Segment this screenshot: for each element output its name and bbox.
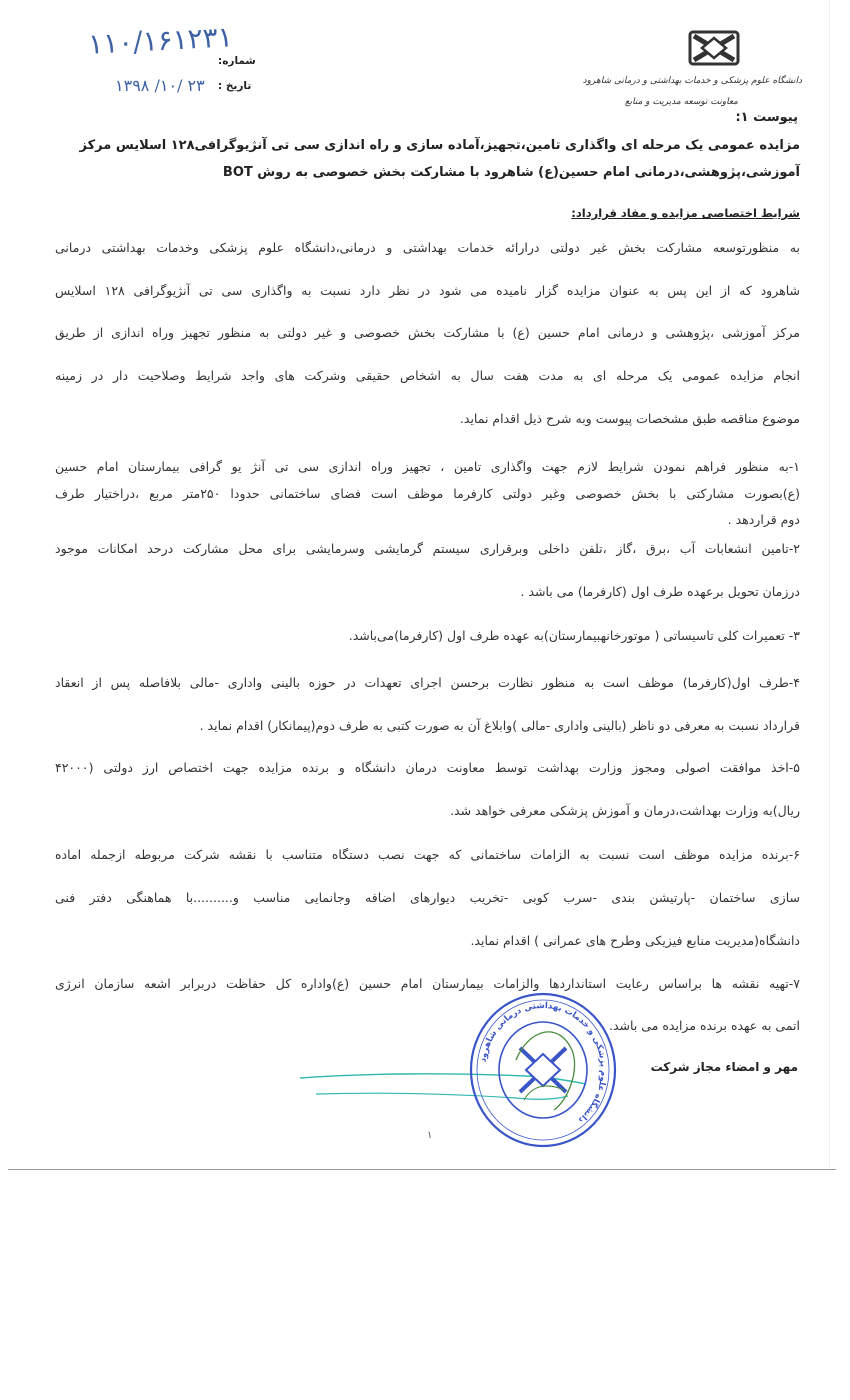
paragraph-line: مرکز آموزشی ،پژوهشی و درمانی امام حسین (ع) با مشارکت بخش خصوصی و غیر دولتی به منظور تجهیز وراه اندازی از طریق bbox=[55, 325, 800, 340]
official-stamp-icon bbox=[468, 990, 618, 1150]
scan-edge-bottom bbox=[8, 1169, 836, 1170]
clause-1-line: (ع)بصورت مشارکتی با بخش خصوصی وغیر دولتی کارفرما موظف است فضای ساختمانی حدودا ۲۵۰متر مربع ،دراختیار طرف bbox=[55, 486, 800, 501]
clause-7-line: ۷-تهیه نقشه ها براساس رعایت استانداردها والزامات بیمارستان امام حسین (ع)واداره کل حفاظت دربرابر اشعه سازمان انرژی bbox=[55, 976, 800, 991]
attachment-label: پیوست ۱: bbox=[735, 110, 798, 125]
clause-6-line: سازی ساختمان -پارتیشن بندی -سرب کوبی -تخریب دیوارهای اضافه وجانمایی مناسب و..........با هماهنگی دفتر فنی bbox=[55, 890, 800, 905]
signature-label: مهر و امضاء مجاز شرکت bbox=[650, 1060, 798, 1074]
clause-3-line: ۳- تعمیرات کلی تاسیساتی ( موتورخانهبیمارستان)به عهده طرف اول (کارفرما)می‌باشد. bbox=[348, 628, 800, 643]
number-label: شماره: bbox=[218, 55, 256, 67]
clause-1-line: دوم قراردهد . bbox=[727, 512, 800, 527]
scan-edge bbox=[829, 0, 830, 1170]
page-number: ۱ bbox=[427, 1130, 433, 1141]
clause-2-line: درزمان تحویل برعهده طرف اول (کارفرما) می باشد . bbox=[520, 584, 800, 599]
clause-4-line: ۴-طرف اول(کارفرما) موظف است به منظور نظارت برحسن اجرای تعهدات در حوزه بالینی واداری -مالی بلافاصله پس از انعقاد bbox=[55, 675, 800, 690]
handwritten-letter-number: ۱۱۰/۱۶۱۲۳۱ bbox=[87, 20, 234, 61]
section-heading: شرایط اختصاصی مزایده و مفاد قرارداد: bbox=[571, 206, 800, 220]
paragraph-line: به منظورتوسعه مشارکت بخش غیر دولتی درارائه خدمات بهداشتی و درمانی،دانشگاه علوم پزشکی وخدمات بهداشتی درمانی bbox=[55, 240, 800, 255]
clause-2-line: ۲-تامین انشعابات آب ،برق ،گاز ،تلفن داخلی وبرقراری سیستم گرمایشی وسرمایشی برای محل مشارکت درحد امکانات موجود bbox=[55, 541, 800, 556]
organization-name: دانشگاه علوم پزشکی و خدمات بهداشتی و درمانی شاهرود bbox=[582, 76, 802, 86]
clause-1-line: ۱-به منظور فراهم نمودن شرایط لازم جهت واگذاری تامین ، تجهیز وراه اندازی سی تی آنژ یو گرافی بیمارستان امام حسین bbox=[55, 459, 800, 474]
date-label: تاریخ : bbox=[218, 80, 252, 92]
clause-5-line: ۵-اخذ موافقت اصولی ومجوز وزارت بهداشت توسط معاونت درمان دانشگاه و برنده مزایده جهت اختصاص ارز دولتی (۴۲۰۰۰ bbox=[55, 760, 800, 775]
stamp-ring-text: دانشگاه علوم پزشکی و خدمات بهداشتی درمانی شاهرود bbox=[478, 1000, 609, 1125]
department-name: معاونت توسعه مدیریت و منابع bbox=[624, 97, 738, 107]
handwritten-date: ۱۳۹۸ /۱۰/ ۲۳ bbox=[115, 76, 205, 95]
clause-4-line: قرارداد نسبت به معرفی دو ناظر (بالینی واداری -مالی )وابلاغ آن به صورت کتبی به طرف دوم(پیمانکار) اقدام نماید . bbox=[199, 718, 800, 733]
university-emblem-icon bbox=[688, 30, 740, 66]
paragraph-line: انجام مزایده عمومی یک مرحله ای به مدت هفت سال به اشخاص حقیقی وشرکت های واجد شرایط وصلاحیت دار در زمینه bbox=[55, 368, 800, 383]
paragraph-line: موضوع مناقصه طبق مشخصات پیوست وبه شرح ذیل اقدام نماید. bbox=[459, 411, 800, 426]
clause-6-line: دانشگاه(مدیریت منابع فیزیکی وطرح های عمرانی ) اقدام نماید. bbox=[470, 933, 800, 948]
clause-7-line: اتمی به عهده برنده مزایده می باشد. bbox=[609, 1018, 800, 1033]
paragraph-line: شاهرود که از این پس به عنوان مزایده گزار نامیده می شود در نظر دارد نسبت به واگذاری سی تی آنژیوگرافی ۱۲۸ اسلایس bbox=[55, 283, 800, 298]
document-title-line1: مزایده عمومی یک مرحله ای واگذاری تامین،تجهیز،آماده سازی و راه اندازی سی تی آنژیوگرافی۱۲۸ اسلایس مرکز bbox=[79, 138, 800, 153]
clause-5-line: ریال)به وزارت بهداشت،درمان و آموزش پزشکی معرفی خواهد شد. bbox=[450, 803, 800, 818]
document-title-line2: آموزشی،پژوهشی،درمانی امام حسین(ع) شاهرود با مشارکت بخش خصوصی به روش BOT bbox=[222, 165, 800, 180]
clause-6-line: ۶-برنده مزایده موظف است نسبت به الزامات ساختمانی که جهت نصب دستگاه متناسب با نقشه شرکت مربوطه ازجمله اماده bbox=[55, 847, 800, 862]
